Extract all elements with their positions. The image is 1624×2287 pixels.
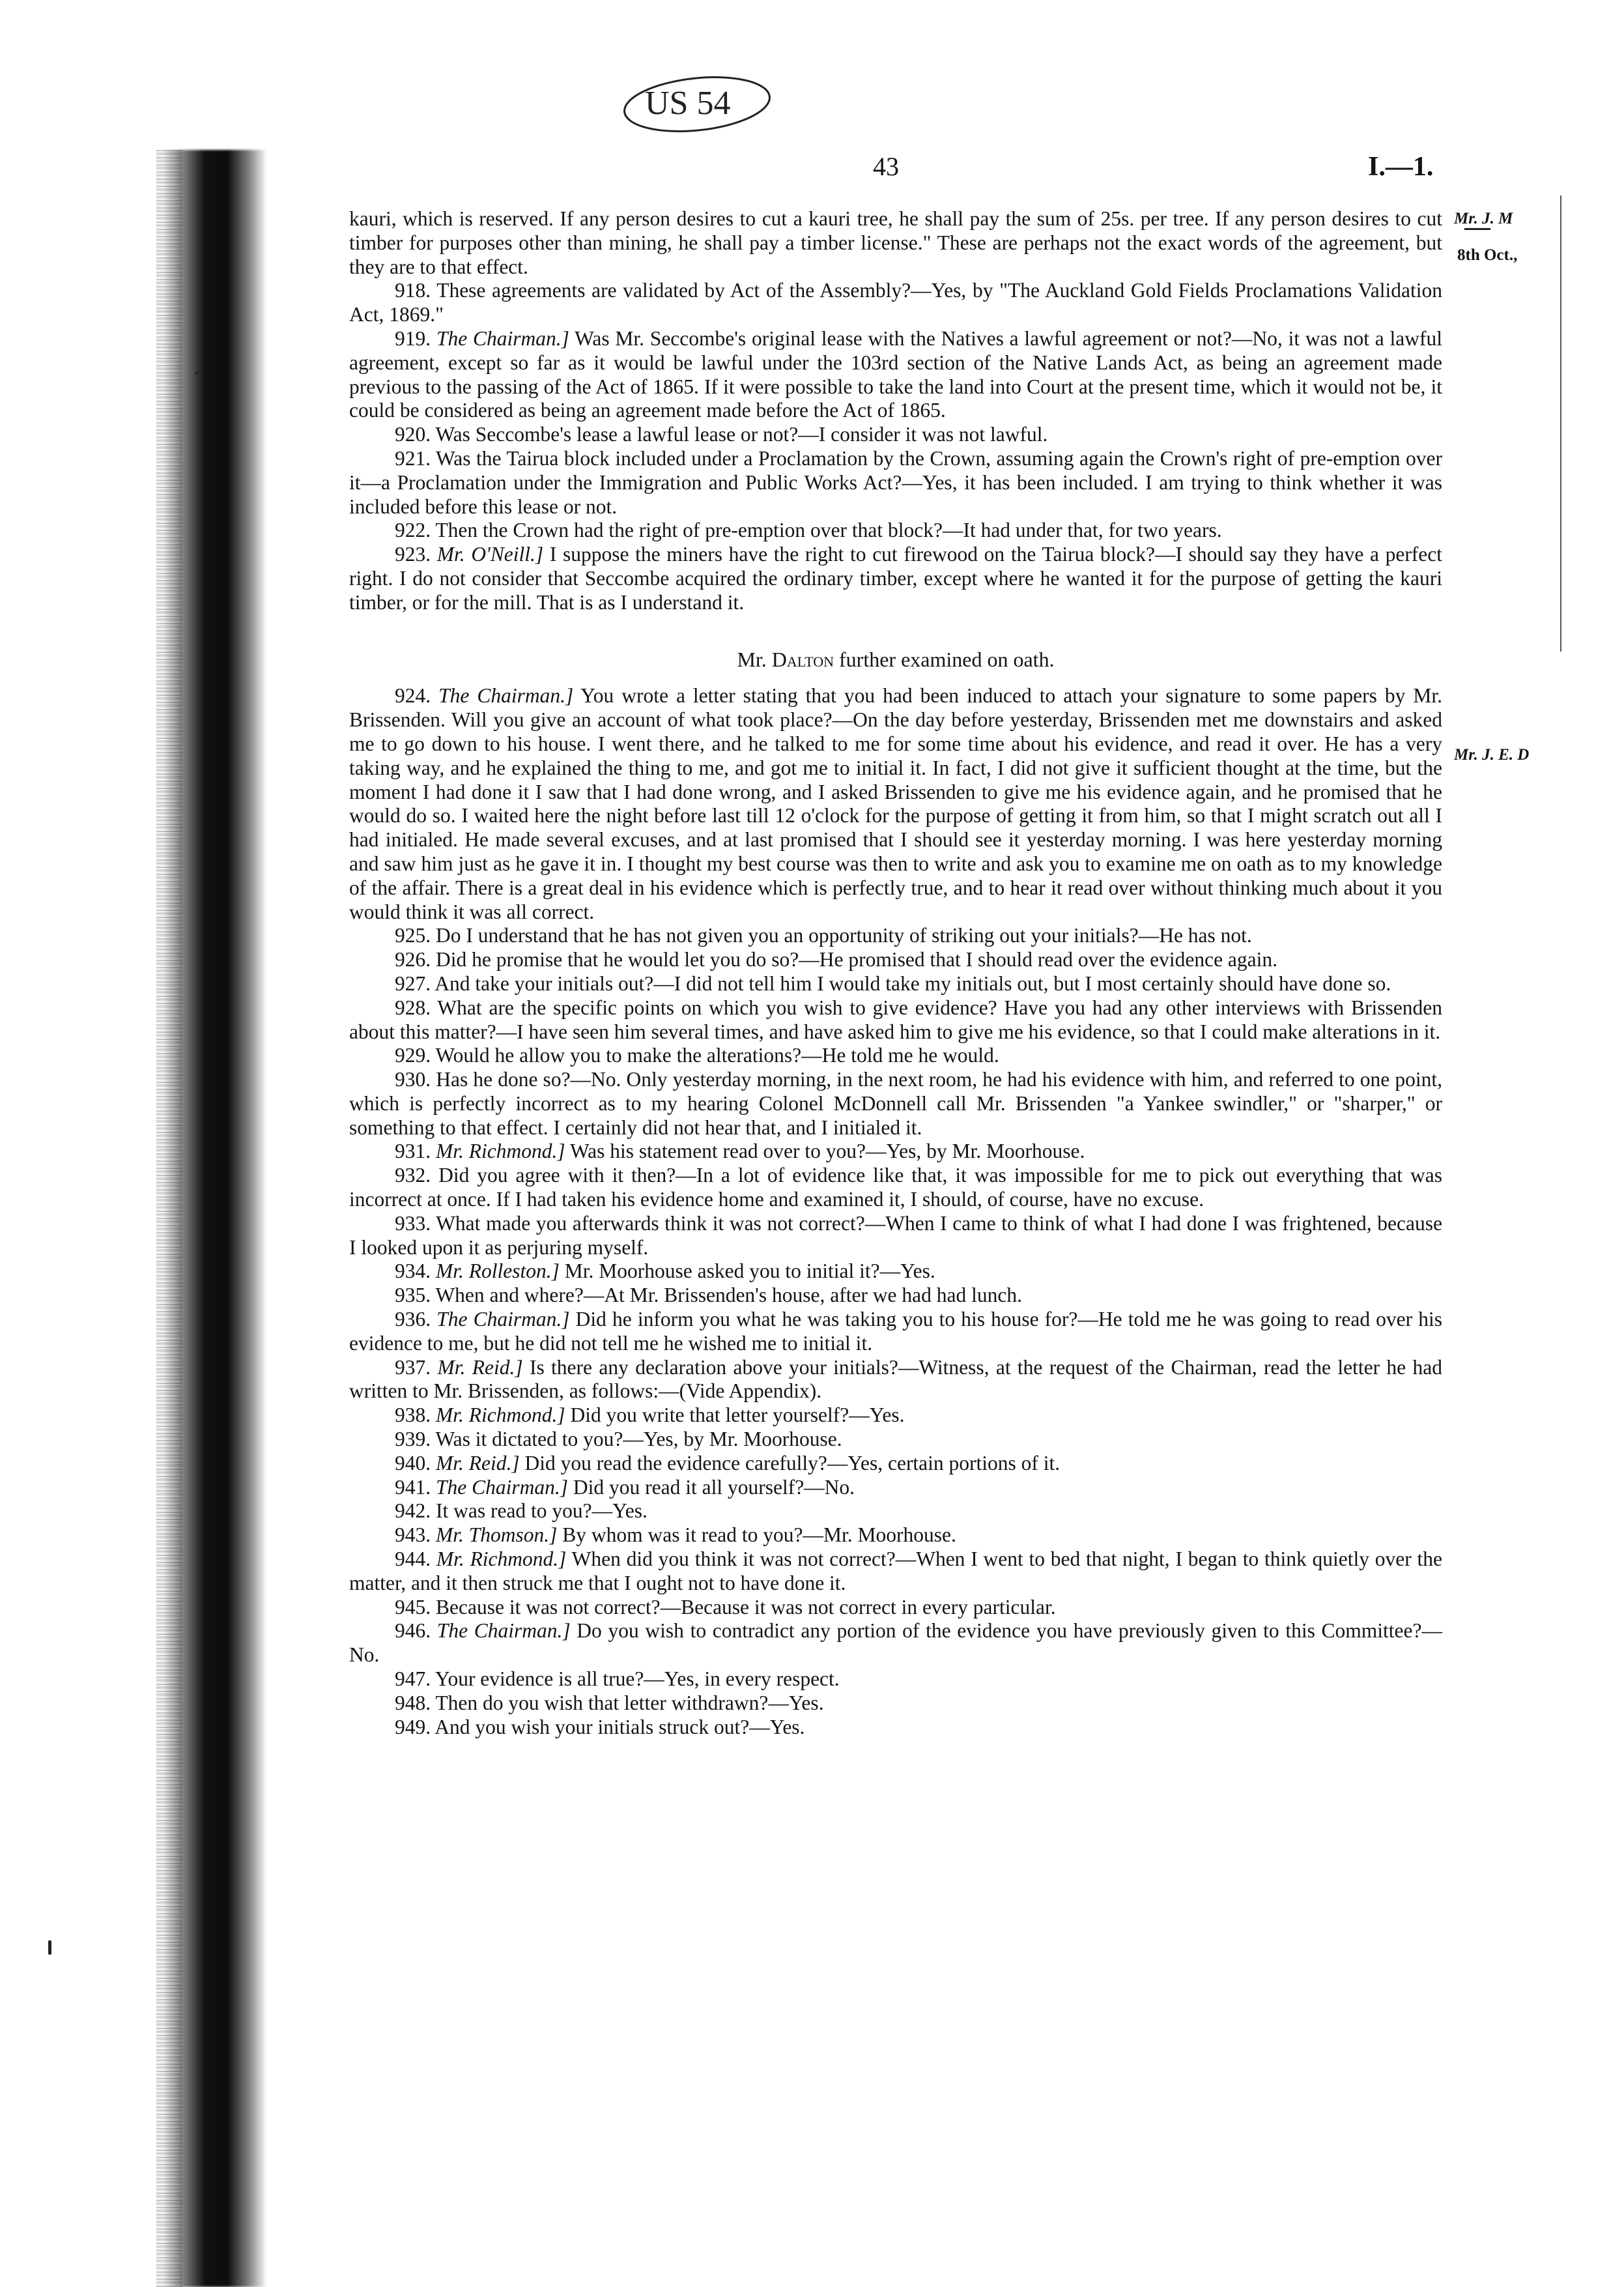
question-number: 941. [395, 1475, 431, 1499]
testimony-text: You wrote a letter stating that you had been induced to attach your signature to some papers by Mr. Brissenden. Will you give an account of what took place?—On the day before yesterday, Brissenden met me downstairs and asked me to go down to his house. I went there, and he talked to me for some time about his evidence, and read it over. He has a very taking way, and he explained the thing to me, and got me to initial it. In fact, I did not give it sufficient thought at the time, but the moment I had done it I saw that I had done wrong, and I asked Brissenden to give me his evidence again, and he promised that he would do so. I waited here the night before last till 12 o'clock for the purpose of getting it from him, so that I might scratch out all I had initialed. He made several excuses, and at last promised that I should see it yesterday morning. I was here yesterday morning and saw him just as he gave it in. I thought my best course was then to write and ask you to examine me on oath as to my knowledge of the affair. There is a great deal in his evidence which is perfectly true, and to hear it read over without thinking much about it you would think it was all correct. [349, 684, 1442, 923]
testimony-text: And you wish your initials struck out?—Yes. [434, 1715, 805, 1738]
speaker-name: Mr. O'Neill.] [436, 543, 544, 566]
question-number: 935. [395, 1284, 431, 1307]
page-number: 43 [873, 152, 899, 181]
testimony-text: I suppose the miners have the right to cut firewood on the Tairua block?—I should say they have a perfect right. I do not consider that Seccombe acquired the ordinary timber, except where he wanted it for the purpose of getting the kauri timber, or for the mill. That is as I understand it. [349, 543, 1443, 614]
speaker-name: Mr. Richmond.] [436, 1403, 565, 1427]
testimony-text: What are the specific points on which you wish to give evidence? Have you had any other interviews with Brissenden about this matter?—I have seen him several times, and have asked him to give me his evidence, so that I could make alterations in it. [349, 996, 1442, 1043]
scan-speck [195, 371, 199, 375]
testimony-text: Has he done so?—No. Only yesterday morning, in the next room, he had his evidence with him, and referred to one point, which is perfectly incorrect as to my hearing Colonel McDonnell call Mr. Brissenden "a Yankee swindler," or "sharper," or something to that effect. I certainly did not hear that, and I initialed it. [349, 1068, 1443, 1139]
evidence-paragraph [349, 327, 1442, 423]
evidence-paragraph [349, 1667, 1442, 1691]
testimony-text: Then the Crown had the right of pre-emption over that block?—It had under that, for two years. [435, 519, 1222, 542]
evidence-paragraph [349, 1428, 1442, 1452]
margin-rule [1464, 228, 1490, 230]
question-number: 947. [395, 1667, 431, 1691]
evidence-paragraph [349, 1212, 1442, 1260]
question-number: 932. [395, 1164, 431, 1187]
section-heading: Mr. Dalton further examined on oath. [737, 647, 1055, 671]
testimony-text: When did you think it was not correct?—When I went to bed that night, I began to think quietly over the matter, and it then struck me that I ought not to have done it. [349, 1547, 1443, 1594]
evidence-paragraph [349, 1596, 1442, 1620]
evidence-paragraph [349, 279, 1442, 327]
question-number: 948. [395, 1691, 431, 1714]
speaker-name: Mr. Reid.] [437, 1355, 523, 1379]
question-number: 929. [395, 1044, 431, 1067]
testimony-text: Do I understand that he has not given you an opportunity of striking out your initials?—He has not. [436, 924, 1252, 947]
margin-date: 8th Oct., [1457, 246, 1518, 264]
question-number: 927. [395, 971, 431, 995]
speaker-name: Mr. Richmond.] [436, 1140, 565, 1163]
question-number: 938. [395, 1403, 431, 1427]
evidence-paragraph [349, 684, 1442, 924]
testimony-text: Because it was not correct?—Because it was not correct in every particular. [436, 1595, 1056, 1618]
evidence-paragraph [349, 423, 1442, 447]
question-number: 940. [395, 1451, 431, 1474]
page-binding-edge [156, 150, 182, 2287]
testimony-text: It was read to you?—Yes. [436, 1499, 648, 1523]
question-number: 934. [395, 1259, 431, 1283]
testimony-text: Was it dictated to you?—Yes, by Mr. Moorhouse. [435, 1428, 842, 1451]
question-number: 939. [395, 1428, 431, 1451]
question-number: 921. [395, 446, 431, 470]
question-number: 925. [395, 924, 431, 947]
question-number: 937. [395, 1355, 431, 1379]
question-number: 919. [395, 326, 431, 350]
evidence-block-2 [349, 684, 1442, 1739]
testimony-text: Was the Tairua block included under a Proclamation by the Crown, assuming again the Crown's right of pre-emption over it—a Proclamation under the Immigration and Public Works Act?—Yes, it has been included. I am trying to think whether it was included before this lease or not. [349, 446, 1442, 518]
evidence-block-1 [349, 207, 1442, 615]
evidence-paragraph [349, 1164, 1442, 1212]
question-number: 933. [395, 1211, 431, 1235]
question-number: 943. [395, 1523, 431, 1547]
evidence-paragraph [349, 1691, 1442, 1716]
question-number: 926. [395, 948, 431, 971]
evidence-paragraph [349, 519, 1442, 543]
evidence-paragraph [349, 207, 1442, 279]
testimony-text: By whom was it read to you?—Mr. Moorhouse. [562, 1523, 956, 1547]
evidence-paragraph [349, 543, 1442, 614]
question-number: 931. [395, 1140, 431, 1163]
archive-stamp [619, 65, 775, 137]
evidence-paragraph [349, 1308, 1442, 1356]
question-number: 944. [395, 1547, 431, 1571]
speaker-name: The Chairman.] [436, 326, 569, 350]
testimony-text: Did he promise that he would let you do so?—He promised that I should read over the evidence again. [436, 948, 1278, 971]
testimony-text: Did you read the evidence carefully?—Yes, certain portions of it. [524, 1451, 1061, 1474]
testimony-text: kauri, which is reserved. If any person desires to cut a kauri tree, he shall pay the sum of 25s. per tree. If any person desires to cut timber for purposes other than mining, he shall pay a timber license." These are perhaps not the exact words of the agreement, but they are to that effect. [349, 207, 1442, 278]
evidence-paragraph [349, 1044, 1442, 1068]
testimony-text: Your evidence is all true?—Yes, in every respect. [434, 1667, 840, 1691]
testimony-text: Did you read it all yourself?—No. [573, 1475, 855, 1499]
margin-divider [1560, 195, 1561, 652]
evidence-paragraph [349, 1452, 1442, 1476]
testimony-text: Mr. Moorhouse asked you to initial it?—Yes. [564, 1259, 935, 1283]
witness-name: Dalton [771, 647, 834, 671]
evidence-paragraph [349, 924, 1442, 948]
evidence-paragraph [349, 1284, 1442, 1308]
question-number: 949. [395, 1715, 431, 1738]
evidence-paragraph [349, 1499, 1442, 1523]
testimony-text: Did he inform you what he was taking you to his house for?—He told me he was going to read over his evidence to me, but he did not tell me he wished me to initial it. [349, 1308, 1443, 1355]
margin-witness-name: Mr. J. M [1454, 210, 1513, 227]
speaker-name: The Chairman.] [438, 684, 574, 708]
evidence-paragraph [349, 948, 1442, 972]
evidence-paragraph [349, 1716, 1442, 1740]
evidence-paragraph [349, 1068, 1442, 1140]
margin-witness-name: Mr. J. E. D [1454, 746, 1530, 764]
document-reference: I.—1. [1368, 152, 1434, 182]
evidence-paragraph [349, 1140, 1442, 1164]
speaker-name: Mr. Richmond.] [436, 1547, 567, 1571]
question-number: 928. [395, 996, 431, 1019]
question-number: 942. [395, 1499, 431, 1523]
question-number: 930. [395, 1068, 431, 1091]
evidence-paragraph [349, 1547, 1442, 1596]
question-number: 923. [395, 543, 431, 566]
evidence-paragraph [349, 1619, 1442, 1667]
evidence-paragraph [349, 1476, 1442, 1500]
testimony-text: These agreements are validated by Act of the Assembly?—Yes, by "The Auckland Gold Fields Proclamations Validation Act, 1869." [349, 279, 1442, 326]
testimony-text: Then do you wish that letter withdrawn?—Yes. [435, 1691, 824, 1714]
testimony-text: Was his statement read over to you?—Yes, by Mr. Moorhouse. [569, 1140, 1085, 1163]
evidence-paragraph [349, 1259, 1442, 1284]
testimony-text: Do you wish to contradict any portion of the evidence you have previously given to this Committee?—No. [349, 1619, 1442, 1667]
question-number: 945. [395, 1595, 431, 1618]
scan-speck [48, 1940, 51, 1955]
evidence-body [349, 207, 1442, 1739]
speaker-name: Mr. Thomson.] [436, 1523, 558, 1547]
testimony-text: And take your initials out?—I did not tell him I would take my initials out, but I most certainly should have done so. [434, 971, 1391, 995]
evidence-paragraph [349, 1523, 1442, 1547]
question-number: 924. [395, 684, 431, 708]
testimony-text: What made you afterwards think it was not correct?—When I came to think of what I had done I was frightened, because I looked upon it as perjuring myself. [349, 1211, 1442, 1259]
evidence-paragraph [349, 447, 1442, 519]
speaker-name: Mr. Reid.] [436, 1451, 520, 1474]
speaker-name: The Chairman.] [436, 1308, 570, 1331]
testimony-text: Was Mr. Seccombe's original lease with the Natives a lawful agreement or not?—No, it was not a lawful agreement, except so far as it would be lawful under the 103rd section of the Native Lands Act, as being an agreement made previous to the passing of the Act of 1865. If it were possible to take the land into Court at the present time, which it would not be, it could be considered as being an agreement made before the Act of 1865. [349, 326, 1443, 422]
testimony-text: When and where?—At Mr. Brissenden's house, after we had had lunch. [435, 1284, 1022, 1307]
testimony-text: Was Seccombe's lease a lawful lease or not?—I consider it was not lawful. [435, 423, 1048, 446]
testimony-text: Did you write that letter yourself?—Yes. [570, 1403, 905, 1427]
question-number: 920. [395, 423, 431, 446]
testimony-text: Did you agree with it then?—In a lot of evidence like that, it was impossible for me to pick out everything that was incorrect at once. If I had taken his evidence home and examined it, I should, of course, have no excuse. [349, 1164, 1442, 1211]
speaker-name: The Chairman.] [436, 1475, 569, 1499]
question-number: 946. [395, 1619, 431, 1643]
evidence-paragraph [349, 972, 1442, 996]
testimony-text: Is there any declaration above your initials?—Witness, at the request of the Chairman, read the letter he had written to Mr. Brissenden, as follows:—(Vide Appendix). [349, 1355, 1443, 1403]
question-number: 936. [395, 1308, 431, 1331]
testimony-text: Would he allow you to make the alterations?—He told me he would. [435, 1044, 999, 1067]
speaker-name: Mr. Rolleston.] [436, 1259, 560, 1283]
question-number: 922. [395, 519, 431, 542]
evidence-paragraph [349, 1356, 1442, 1404]
svg-text:US 54: US 54 [645, 85, 731, 122]
evidence-paragraph [349, 996, 1442, 1044]
evidence-paragraph [349, 1403, 1442, 1428]
speaker-name: The Chairman.] [436, 1619, 571, 1643]
question-number: 918. [395, 279, 431, 302]
